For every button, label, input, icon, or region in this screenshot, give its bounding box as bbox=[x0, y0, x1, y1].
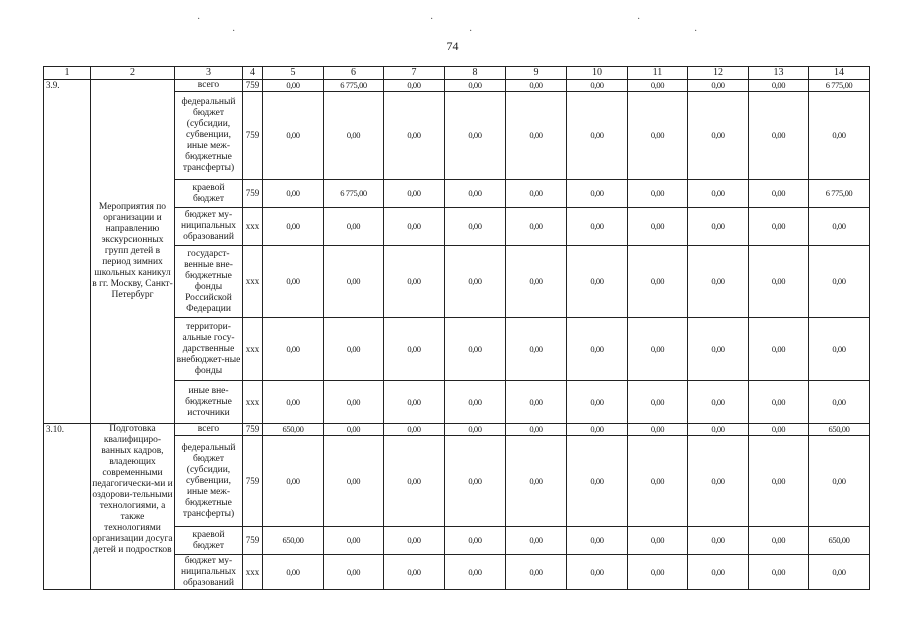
amount-cell: 0,00 bbox=[628, 92, 688, 180]
amount-cell: 0,00 bbox=[688, 381, 749, 424]
amount-cell: 0,00 bbox=[688, 527, 749, 555]
budget-code: 759 bbox=[243, 424, 263, 436]
amount-cell: 0,00 bbox=[384, 92, 445, 180]
amount-cell: 0,00 bbox=[628, 80, 688, 92]
amount-cell: 6 775,00 bbox=[809, 80, 870, 92]
amount-cell: 0,00 bbox=[688, 80, 749, 92]
amount-cell: 0,00 bbox=[749, 424, 809, 436]
budget-code: 759 bbox=[243, 92, 263, 180]
amount-cell: 0,00 bbox=[688, 436, 749, 527]
budget-code: ххх bbox=[243, 381, 263, 424]
scan-speck: · bbox=[197, 14, 201, 25]
table-header-row bbox=[44, 67, 870, 80]
amount-cell: 0,00 bbox=[809, 208, 870, 246]
funding-source: иные вне-бюджетные источники bbox=[175, 381, 243, 424]
amount-cell: 0,00 bbox=[324, 436, 384, 527]
amount-cell: 0,00 bbox=[263, 381, 324, 424]
amount-cell: 0,00 bbox=[628, 208, 688, 246]
column-header: 3 bbox=[175, 67, 243, 80]
amount-cell: 650,00 bbox=[809, 527, 870, 555]
amount-cell: 0,00 bbox=[749, 208, 809, 246]
funding-source: федеральный бюджет (субсидии, субвенции, иные меж-бюджетные трансферты) bbox=[175, 92, 243, 180]
amount-cell: 0,00 bbox=[445, 246, 506, 318]
amount-cell: 0,00 bbox=[628, 555, 688, 590]
amount-cell: 0,00 bbox=[749, 180, 809, 208]
amount-cell: 650,00 bbox=[263, 527, 324, 555]
funding-source: всего bbox=[175, 424, 243, 436]
amount-cell: 0,00 bbox=[628, 381, 688, 424]
amount-cell: 0,00 bbox=[567, 208, 628, 246]
scan-speck: · bbox=[232, 26, 236, 37]
amount-cell: 0,00 bbox=[506, 92, 567, 180]
amount-cell: 0,00 bbox=[809, 436, 870, 527]
scan-speck: · bbox=[637, 14, 641, 25]
amount-cell: 0,00 bbox=[567, 318, 628, 381]
funding-source: бюджет му-ниципальных образований bbox=[175, 555, 243, 590]
amount-cell: 0,00 bbox=[384, 381, 445, 424]
amount-cell: 0,00 bbox=[445, 436, 506, 527]
amount-cell: 0,00 bbox=[384, 208, 445, 246]
amount-cell: 0,00 bbox=[688, 555, 749, 590]
amount-cell: 0,00 bbox=[749, 80, 809, 92]
amount-cell: 0,00 bbox=[628, 318, 688, 381]
amount-cell: 0,00 bbox=[506, 436, 567, 527]
amount-cell: 0,00 bbox=[506, 208, 567, 246]
amount-cell: 0,00 bbox=[506, 246, 567, 318]
section-title: Мероприятия по организации и направлению экскурсионных групп детей в период зимних школьных каникул в гг. Москву, Санкт-Петербург bbox=[91, 80, 175, 424]
amount-cell: 0,00 bbox=[263, 208, 324, 246]
column-header: 11 bbox=[628, 67, 688, 80]
amount-cell: 0,00 bbox=[688, 246, 749, 318]
amount-cell: 0,00 bbox=[384, 527, 445, 555]
section-number: 3.10. bbox=[44, 424, 91, 590]
budget-code: ххх bbox=[243, 555, 263, 590]
amount-cell: 0,00 bbox=[688, 92, 749, 180]
amount-cell: 0,00 bbox=[628, 436, 688, 527]
amount-cell: 0,00 bbox=[324, 208, 384, 246]
amount-cell: 0,00 bbox=[809, 92, 870, 180]
amount-cell: 0,00 bbox=[506, 318, 567, 381]
scan-speck: · bbox=[694, 26, 698, 37]
table-row bbox=[44, 424, 870, 436]
amount-cell: 0,00 bbox=[445, 208, 506, 246]
amount-cell: 0,00 bbox=[567, 424, 628, 436]
amount-cell: 0,00 bbox=[506, 555, 567, 590]
amount-cell: 6 775,00 bbox=[324, 80, 384, 92]
amount-cell: 0,00 bbox=[506, 80, 567, 92]
amount-cell: 0,00 bbox=[384, 80, 445, 92]
column-header: 12 bbox=[688, 67, 749, 80]
budget-code: 759 bbox=[243, 527, 263, 555]
amount-cell: 0,00 bbox=[749, 318, 809, 381]
section-number: 3.9. bbox=[44, 80, 91, 424]
amount-cell: 0,00 bbox=[506, 424, 567, 436]
amount-cell: 0,00 bbox=[263, 436, 324, 527]
budget-code: 759 bbox=[243, 436, 263, 527]
funding-source: бюджет му-ниципальных образований bbox=[175, 208, 243, 246]
amount-cell: 0,00 bbox=[324, 381, 384, 424]
budget-code: ххх bbox=[243, 318, 263, 381]
amount-cell: 0,00 bbox=[809, 246, 870, 318]
amount-cell: 0,00 bbox=[567, 381, 628, 424]
amount-cell: 0,00 bbox=[263, 318, 324, 381]
budget-code: 759 bbox=[243, 80, 263, 92]
amount-cell: 0,00 bbox=[628, 527, 688, 555]
column-header: 8 bbox=[445, 67, 506, 80]
amount-cell: 650,00 bbox=[809, 424, 870, 436]
amount-cell: 0,00 bbox=[688, 424, 749, 436]
column-header: 13 bbox=[749, 67, 809, 80]
funding-source: всего bbox=[175, 80, 243, 92]
amount-cell: 0,00 bbox=[324, 246, 384, 318]
page-number: 74 bbox=[446, 39, 459, 53]
amount-cell: 0,00 bbox=[324, 527, 384, 555]
amount-cell: 0,00 bbox=[749, 92, 809, 180]
amount-cell: 0,00 bbox=[506, 180, 567, 208]
scan-speck: · bbox=[469, 26, 473, 37]
amount-cell: 0,00 bbox=[324, 318, 384, 381]
amount-cell: 0,00 bbox=[506, 527, 567, 555]
amount-cell: 6 775,00 bbox=[809, 180, 870, 208]
amount-cell: 0,00 bbox=[809, 318, 870, 381]
amount-cell: 0,00 bbox=[688, 208, 749, 246]
amount-cell: 0,00 bbox=[445, 527, 506, 555]
amount-cell: 0,00 bbox=[749, 555, 809, 590]
budget-code: ххх bbox=[243, 208, 263, 246]
amount-cell: 0,00 bbox=[628, 180, 688, 208]
amount-cell: 0,00 bbox=[324, 92, 384, 180]
column-header: 5 bbox=[263, 67, 324, 80]
amount-cell: 0,00 bbox=[567, 436, 628, 527]
funding-source: территори-альные госу-дарственные внебюджет-ные фонды bbox=[175, 318, 243, 381]
amount-cell: 0,00 bbox=[628, 246, 688, 318]
amount-cell: 0,00 bbox=[506, 381, 567, 424]
amount-cell: 0,00 bbox=[567, 555, 628, 590]
budget-code: ххх bbox=[243, 246, 263, 318]
amount-cell: 0,00 bbox=[567, 92, 628, 180]
amount-cell: 0,00 bbox=[445, 318, 506, 381]
amount-cell: 0,00 bbox=[628, 424, 688, 436]
column-header: 1 bbox=[44, 67, 91, 80]
amount-cell: 0,00 bbox=[445, 80, 506, 92]
column-header: 14 bbox=[809, 67, 870, 80]
amount-cell: 0,00 bbox=[384, 436, 445, 527]
amount-cell: 0,00 bbox=[384, 555, 445, 590]
amount-cell: 0,00 bbox=[445, 555, 506, 590]
amount-cell: 0,00 bbox=[567, 246, 628, 318]
amount-cell: 0,00 bbox=[263, 92, 324, 180]
funding-source: краевой бюджет bbox=[175, 527, 243, 555]
funding-source: государст-венные вне-бюджетные фонды Российской Федерации bbox=[175, 246, 243, 318]
budget-table bbox=[43, 66, 870, 590]
amount-cell: 0,00 bbox=[445, 92, 506, 180]
table-row bbox=[44, 80, 870, 92]
column-header: 7 bbox=[384, 67, 445, 80]
amount-cell: 0,00 bbox=[384, 180, 445, 208]
budget-code: 759 bbox=[243, 180, 263, 208]
amount-cell: 0,00 bbox=[263, 180, 324, 208]
amount-cell: 0,00 bbox=[263, 80, 324, 92]
amount-cell: 0,00 bbox=[324, 555, 384, 590]
amount-cell: 0,00 bbox=[384, 424, 445, 436]
funding-source: краевой бюджет bbox=[175, 180, 243, 208]
amount-cell: 6 775,00 bbox=[324, 180, 384, 208]
amount-cell: 0,00 bbox=[263, 246, 324, 318]
amount-cell: 0,00 bbox=[384, 246, 445, 318]
amount-cell: 0,00 bbox=[688, 318, 749, 381]
amount-cell: 0,00 bbox=[445, 381, 506, 424]
column-header: 2 bbox=[91, 67, 175, 80]
amount-cell: 0,00 bbox=[567, 527, 628, 555]
amount-cell: 0,00 bbox=[445, 424, 506, 436]
scan-speck: · bbox=[430, 14, 434, 25]
amount-cell: 0,00 bbox=[749, 436, 809, 527]
amount-cell: 0,00 bbox=[749, 246, 809, 318]
amount-cell: 0,00 bbox=[749, 527, 809, 555]
amount-cell: 0,00 bbox=[688, 180, 749, 208]
funding-source: федеральный бюджет (субсидии, субвенции, иные меж-бюджетные трансферты) bbox=[175, 436, 243, 527]
column-header: 6 bbox=[324, 67, 384, 80]
amount-cell: 0,00 bbox=[324, 424, 384, 436]
column-header: 9 bbox=[506, 67, 567, 80]
amount-cell: 0,00 bbox=[263, 555, 324, 590]
amount-cell: 0,00 bbox=[567, 180, 628, 208]
amount-cell: 0,00 bbox=[384, 318, 445, 381]
column-header: 10 bbox=[567, 67, 628, 80]
amount-cell: 0,00 bbox=[809, 555, 870, 590]
amount-cell: 0,00 bbox=[749, 381, 809, 424]
amount-cell: 650,00 bbox=[263, 424, 324, 436]
amount-cell: 0,00 bbox=[567, 80, 628, 92]
amount-cell: 0,00 bbox=[809, 381, 870, 424]
section-title: Подготовка квалифициро-ванных кадров, владеющих современными педагогически-ми и оздорови-тельными технологиями, а также технологиями организации досуга детей и подростков bbox=[91, 424, 175, 590]
amount-cell: 0,00 bbox=[445, 180, 506, 208]
column-header: 4 bbox=[243, 67, 263, 80]
